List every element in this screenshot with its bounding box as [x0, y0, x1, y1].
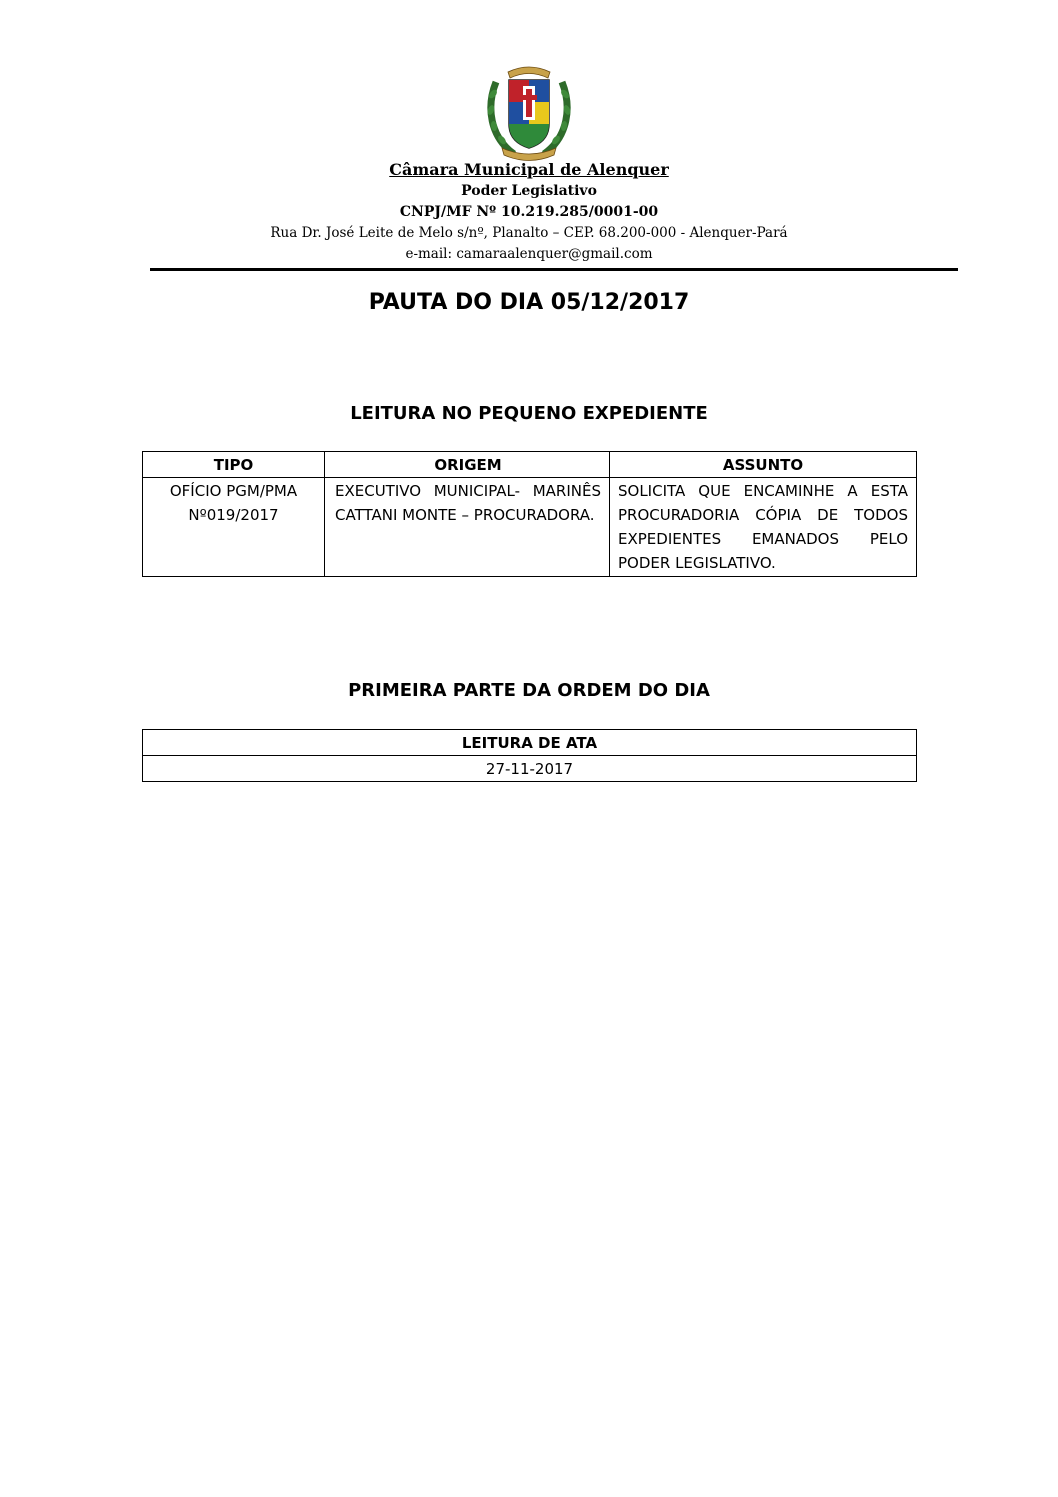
- cell-tipo-line-2: Nº019/2017: [188, 506, 279, 524]
- institution-email: e-mail: camaraalenquer@gmail.com: [405, 246, 653, 262]
- alenquer-coat-of-arms-icon: [484, 62, 574, 162]
- institution-address: Rua Dr. José Leite de Melo s/nº, Planalto – CEP. 68.200-000 - Alenquer-Pará: [270, 225, 788, 241]
- column-header-assunto: ASSUNTO: [610, 452, 917, 478]
- cell-tipo: [143, 478, 325, 577]
- column-header-origem: ORIGEM: [325, 452, 610, 478]
- institution-cnpj: CNPJ/MF Nº 10.219.285/0001-00: [399, 204, 659, 220]
- page-title: PAUTA DO DIA 05/12/2017: [368, 290, 690, 315]
- pequeno-expediente-table: [142, 451, 917, 577]
- header-divider: [150, 268, 958, 271]
- leitura-de-ata-table: [142, 729, 917, 782]
- table-header-row: [143, 730, 917, 756]
- cell-ata-date: 27-11-2017: [143, 756, 917, 782]
- institution-branch: Poder Legislativo: [461, 183, 597, 199]
- table-row: [143, 478, 917, 577]
- section-heading-ordem-do-dia: PRIMEIRA PARTE DA ORDEM DO DIA: [348, 680, 710, 701]
- institution-name: Câmara Municipal de Alenquer: [389, 160, 669, 179]
- cell-assunto: SOLICITA QUE ENCAMINHE A ESTA PROCURADORIA CÓPIA DE TODOS EXPEDIENTES EMANADOS PELO PODER LEGISLATIVO.: [610, 478, 917, 577]
- cell-origem: EXECUTIVO MUNICIPAL- MARINÊS CATTANI MONTE – PROCURADORA.: [325, 478, 610, 577]
- column-header-leitura-de-ata: LEITURA DE ATA: [143, 730, 917, 756]
- column-header-tipo: TIPO: [143, 452, 325, 478]
- table-header-row: [143, 452, 917, 478]
- section-heading-pequeno-expediente: LEITURA NO PEQUENO EXPEDIENTE: [350, 403, 708, 424]
- cell-tipo-line-1: OFÍCIO PGM/PMA: [169, 482, 298, 500]
- table-row: [143, 756, 917, 782]
